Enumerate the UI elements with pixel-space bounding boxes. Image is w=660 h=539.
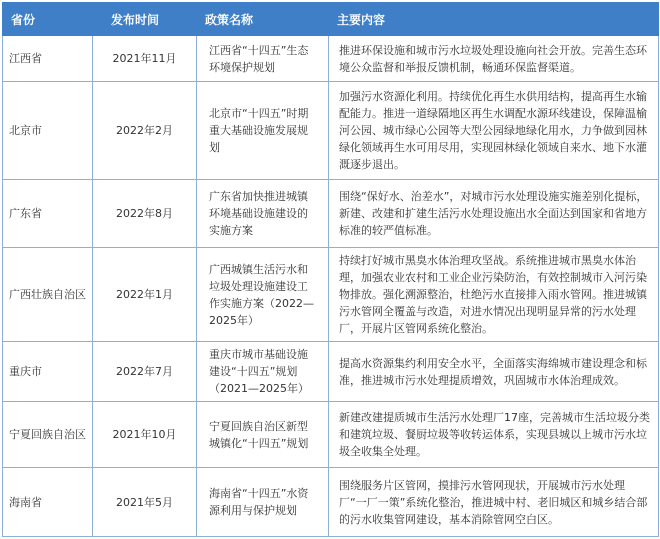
- row-policy: 广东省加快推进城镇环境基础设施建设的实施方案: [197, 180, 329, 248]
- table-row: [3, 402, 659, 468]
- row-date: 2021年11月: [93, 36, 197, 82]
- policy-table-wrapper: [2, 2, 658, 537]
- row-province: 宁夏回族自治区: [3, 402, 93, 468]
- row-policy: 广西城镇生活污水和垃圾处理设施建设工作实施方案（2022—2025年）: [197, 248, 329, 342]
- row-date: 2022年8月: [93, 180, 197, 248]
- row-province: 广西壮族自治区: [3, 248, 93, 342]
- row-date: 2021年10月: [93, 402, 197, 468]
- table-row: [3, 36, 659, 82]
- row-policy: 重庆市城市基础设施建设“十四五”规划（2021—2025年）: [197, 342, 329, 402]
- table-header-row: [3, 3, 659, 36]
- row-date: 2022年2月: [93, 82, 197, 180]
- row-policy: 宁夏回族自治区新型城镇化“十四五”规划: [197, 402, 329, 468]
- row-content: 持续打好城市黑臭水体治理攻坚战。系统推进城市黑臭水体治理，加强农业农村和工业企业污染防治，有效控制城市入河污染物排放。强化溯源整治，杜绝污水直接排入雨水管网。推进城镇污水管网全覆盖与改造，对进水情况出现明显异常的污水处理厂，开展片区管网系统化整治。: [329, 248, 659, 342]
- row-province: 海南省: [3, 468, 93, 537]
- row-policy: 江西省“十四五”生态环境保护规划: [197, 36, 329, 82]
- row-content: 加强污水资源化利用。持续优化再生水供用结构，提高再生水输配能力。推进一道绿隔地区再生水调配水源环线建设，保障温榆河公园、城市绿心公园等大型公园绿地绿化用水，力争做到园林绿化领域再生水可用尽用，实现园林绿化领域自来水、地下水灌溉逐步退出。: [329, 82, 659, 180]
- row-province: 江西省: [3, 36, 93, 82]
- row-date: 2022年1月: [93, 248, 197, 342]
- row-date: 2021年5月: [93, 468, 197, 537]
- header-date: 发布时间: [93, 3, 197, 36]
- header-province: 省份: [3, 3, 93, 36]
- row-province: 广东省: [3, 180, 93, 248]
- row-content: 推进环保设施和城市污水垃圾处理设施向社会开放。完善生态环境公众监督和举报反馈机制，畅通环保监督渠道。: [329, 36, 659, 82]
- row-province: 北京市: [3, 82, 93, 180]
- row-province: 重庆市: [3, 342, 93, 402]
- header-policy: 政策名称: [197, 3, 329, 36]
- table-row: [3, 248, 659, 342]
- table-row: [3, 82, 659, 180]
- row-date: 2022年7月: [93, 342, 197, 402]
- row-policy: 北京市“十四五”时期重大基础设施发展规划: [197, 82, 329, 180]
- row-content: 新建改建提质城市生活污水处理厂17座，完善城市生活垃圾分类和建筑垃圾、餐厨垃圾等收转运体系，实现县城以上城市污水垃圾全收集全处理。: [329, 402, 659, 468]
- header-content: 主要内容: [329, 3, 659, 36]
- row-content: 围绕服务片区管网，摸排污水管网现状，开展城市污水处理厂“一厂一策”系统化整治，推进城中村、老旧城区和城乡结合部的污水收集管网建设，基本消除管网空白区。: [329, 468, 659, 537]
- row-content: 围绕“保好水、治差水”，对城市污水处理设施实施差别化提标，新建、改建和扩建生活污水处理设施出水全面达到国家和省地方标准的较严值标准。: [329, 180, 659, 248]
- table-row: [3, 342, 659, 402]
- policy-table: [2, 2, 659, 537]
- row-content: 提高水资源集约利用安全水平，全面落实海绵城市建设理念和标准，推进城市污水处理提质增效，巩固城市水体治理成效。: [329, 342, 659, 402]
- row-policy: 海南省“十四五”水资源利用与保护规划: [197, 468, 329, 537]
- table-row: [3, 180, 659, 248]
- table-row: [3, 468, 659, 537]
